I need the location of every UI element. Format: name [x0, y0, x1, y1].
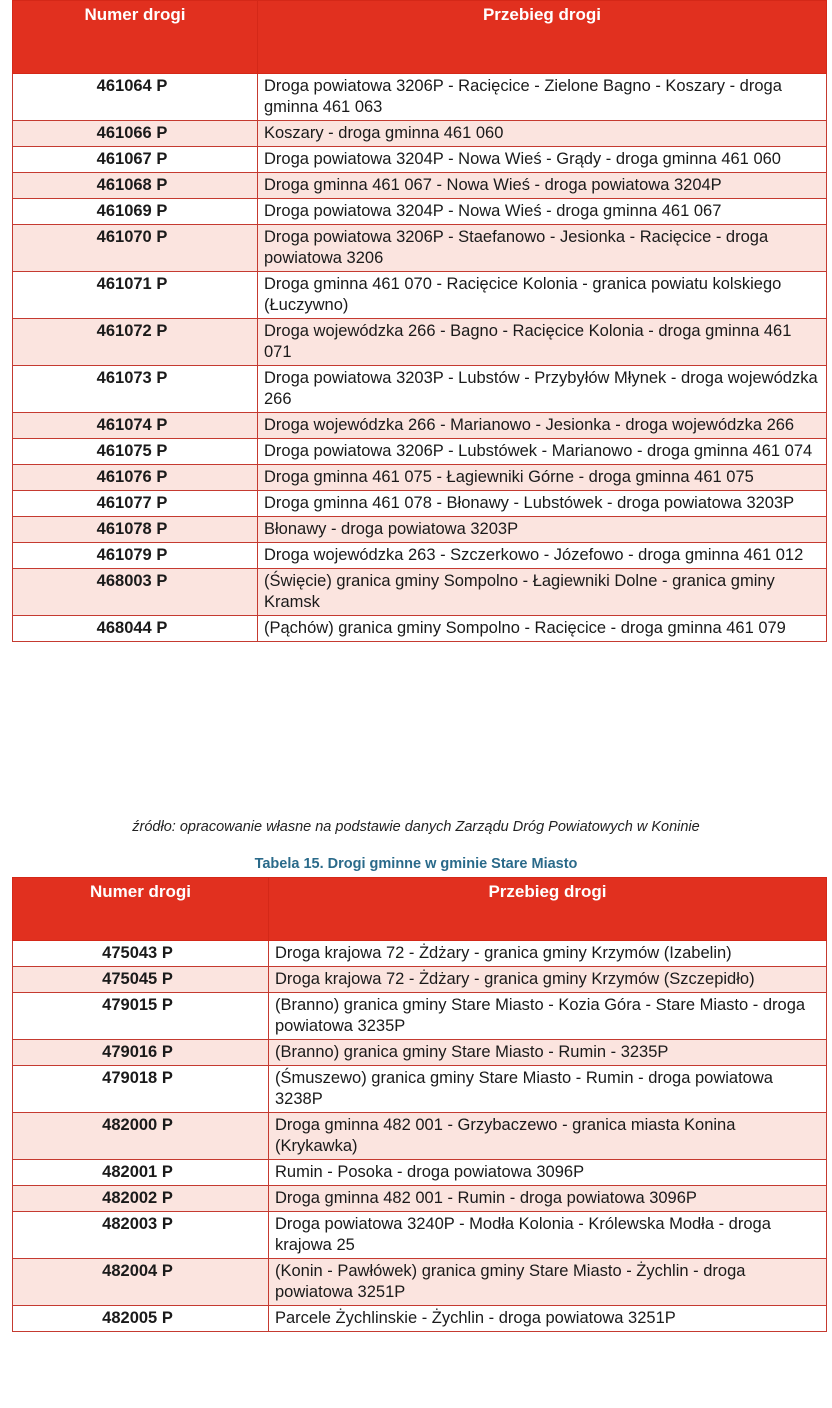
road-route: Droga powiatowa 3206P - Staefanowo - Jesionka - Racięcice - droga powiatowa 3206 [258, 225, 827, 272]
road-number: 468003 P [13, 569, 258, 616]
table-header-row [13, 878, 827, 941]
road-route: Droga wojewódzka 266 - Marianowo - Jesionka - droga wojewódzka 266 [258, 413, 827, 439]
road-route: Droga powiatowa 3203P - Lubstów - Przybyłów Młynek - droga wojewódzka 266 [258, 366, 827, 413]
road-number: 482002 P [13, 1186, 269, 1212]
header-road-number: Numer drogi [13, 1, 258, 74]
table-row [13, 1160, 827, 1186]
table-row [13, 491, 827, 517]
road-number: 461067 P [13, 147, 258, 173]
table-row [13, 616, 827, 642]
table-header-row [13, 1, 827, 74]
roads-table-konin [12, 0, 827, 642]
road-route: (Święcie) granica gminy Sompolno - Łagiewniki Dolne - granica gminy Kramsk [258, 569, 827, 616]
road-number: 479016 P [13, 1040, 269, 1066]
road-route: (Branno) granica gminy Stare Miasto - Rumin - 3235P [269, 1040, 827, 1066]
table-row [13, 173, 827, 199]
road-route: Droga powiatowa 3240P - Modła Kolonia - Królewska Modła - droga krajowa 25 [269, 1212, 827, 1259]
table-row [13, 517, 827, 543]
table-row [13, 1113, 827, 1160]
table-row [13, 1259, 827, 1306]
header-road-number: Numer drogi [13, 878, 269, 941]
road-route: (Konin - Pawłówek) granica gminy Stare Miasto - Żychlin - droga powiatowa 3251P [269, 1259, 827, 1306]
road-route: Droga gminna 461 070 - Racięcice Kolonia - granica powiatu kolskiego (Łuczywno) [258, 272, 827, 319]
road-number: 461071 P [13, 272, 258, 319]
road-number: 461064 P [13, 74, 258, 121]
road-number: 482003 P [13, 1212, 269, 1259]
road-route: Droga wojewódzka 266 - Bagno - Racięcice Kolonia - droga gminna 461 071 [258, 319, 827, 366]
table-row [13, 413, 827, 439]
road-number: 461072 P [13, 319, 258, 366]
road-number: 482004 P [13, 1259, 269, 1306]
road-number: 479018 P [13, 1066, 269, 1113]
table-row [13, 147, 827, 173]
table-row [13, 199, 827, 225]
road-number: 461076 P [13, 465, 258, 491]
table-row [13, 543, 827, 569]
table-row [13, 1040, 827, 1066]
road-number: 461075 P [13, 439, 258, 465]
road-route: Droga krajowa 72 - Żdżary - granica gminy Krzymów (Izabelin) [269, 941, 827, 967]
road-number: 461073 P [13, 366, 258, 413]
road-route: Droga gminna 461 067 - Nowa Wieś - droga powiatowa 3204P [258, 173, 827, 199]
road-route: Droga krajowa 72 - Żdżary - granica gminy Krzymów (Szczepidło) [269, 967, 827, 993]
table-row [13, 366, 827, 413]
table-row [13, 225, 827, 272]
table-row [13, 121, 827, 147]
road-route: Parcele Żychlinskie - Żychlin - droga powiatowa 3251P [269, 1306, 827, 1332]
road-route: Rumin - Posoka - droga powiatowa 3096P [269, 1160, 827, 1186]
table-row [13, 319, 827, 366]
road-route: Droga gminna 461 078 - Błonawy - Lubstówek - droga powiatowa 3203P [258, 491, 827, 517]
road-route: (Śmuszewo) granica gminy Stare Miasto - Rumin - droga powiatowa 3238P [269, 1066, 827, 1113]
road-number: 461070 P [13, 225, 258, 272]
road-route: (Pąchów) granica gminy Sompolno - Racięcice - droga gminna 461 079 [258, 616, 827, 642]
road-route: (Branno) granica gminy Stare Miasto - Kozia Góra - Stare Miasto - droga powiatowa 3235P [269, 993, 827, 1040]
road-number: 482000 P [13, 1113, 269, 1160]
road-number: 461068 P [13, 173, 258, 199]
table-row [13, 1212, 827, 1259]
table-row [13, 465, 827, 491]
road-number: 468044 P [13, 616, 258, 642]
road-number: 482001 P [13, 1160, 269, 1186]
road-route: Droga wojewódzka 263 - Szczerkowo - Józefowo - droga gminna 461 012 [258, 543, 827, 569]
road-number: 461074 P [13, 413, 258, 439]
road-number: 475043 P [13, 941, 269, 967]
table-row [13, 439, 827, 465]
table-row [13, 74, 827, 121]
road-number: 475045 P [13, 967, 269, 993]
table-row [13, 272, 827, 319]
header-road-route: Przebieg drogi [258, 1, 827, 74]
road-number: 461066 P [13, 121, 258, 147]
roads-table-stare-miasto [12, 877, 827, 1332]
road-route: Droga gminna 482 001 - Grzybaczewo - granica miasta Konina (Krykawka) [269, 1113, 827, 1160]
road-number: 482005 P [13, 1306, 269, 1332]
table-row [13, 993, 827, 1040]
road-number: 461069 P [13, 199, 258, 225]
road-route: Droga gminna 461 075 - Łagiewniki Górne - droga gminna 461 075 [258, 465, 827, 491]
road-number: 461077 P [13, 491, 258, 517]
table-row [13, 1066, 827, 1113]
table-row [13, 1306, 827, 1332]
road-route: Błonawy - droga powiatowa 3203P [258, 517, 827, 543]
road-number: 479015 P [13, 993, 269, 1040]
road-route: Droga gminna 482 001 - Rumin - droga powiatowa 3096P [269, 1186, 827, 1212]
table-row [13, 941, 827, 967]
table-row [13, 1186, 827, 1212]
road-number: 461079 P [13, 543, 258, 569]
table-row [13, 967, 827, 993]
source-note: źródło: opracowanie własne na podstawie danych Zarządu Dróg Powiatowych w Koninie [132, 819, 700, 835]
road-route: Droga powiatowa 3206P - Racięcice - Zielone Bagno - Koszary - droga gminna 461 063 [258, 74, 827, 121]
table-caption: Tabela 15. Drogi gminne w gminie Stare Miasto [254, 856, 578, 872]
road-number: 461078 P [13, 517, 258, 543]
header-road-route: Przebieg drogi [269, 878, 827, 941]
road-route: Droga powiatowa 3206P - Lubstówek - Marianowo - droga gminna 461 074 [258, 439, 827, 465]
road-route: Droga powiatowa 3204P - Nowa Wieś - droga gminna 461 067 [258, 199, 827, 225]
road-route: Droga powiatowa 3204P - Nowa Wieś - Grądy - droga gminna 461 060 [258, 147, 827, 173]
table-row [13, 569, 827, 616]
road-route: Koszary - droga gminna 461 060 [258, 121, 827, 147]
